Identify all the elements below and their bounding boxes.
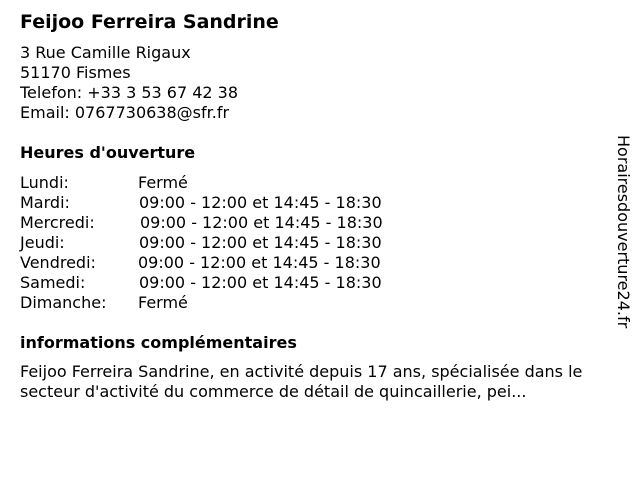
hours-value: 09:00 - 12:00 et 14:45 - 18:30 <box>139 193 382 212</box>
day-label: Vendredi: <box>20 253 96 272</box>
site-watermark: Horairesdouverture24.fr <box>614 135 633 329</box>
hours-row-wednesday <box>20 213 620 233</box>
address-city: 51170 Fismes <box>20 63 131 82</box>
address-street: 3 Rue Camille Rigaux <box>20 43 191 62</box>
day-label: Dimanche: <box>20 293 107 312</box>
business-card <box>20 10 620 402</box>
hours-row-friday <box>20 253 620 273</box>
email-text: Email: 0767730638@sfr.fr <box>20 103 230 122</box>
day-label: Mercredi: <box>20 213 95 232</box>
hours-value: 09:00 - 12:00 et 14:45 - 18:30 <box>139 273 382 292</box>
day-label: Samedi: <box>20 273 86 292</box>
hours-value: Fermé <box>138 293 188 312</box>
hours-row-saturday <box>20 273 620 293</box>
hours-value: 09:00 - 12:00 et 14:45 - 18:30 <box>140 213 383 232</box>
opening-hours-heading: Heures d'ouverture <box>20 143 196 162</box>
hours-value: 09:00 - 12:00 et 14:45 - 18:30 <box>138 253 381 272</box>
day-label: Mardi: <box>20 193 70 212</box>
hours-row-thursday <box>20 233 620 253</box>
opening-hours-table <box>20 173 620 313</box>
day-label: Jeudi: <box>20 233 65 252</box>
business-name: Feijoo Ferreira Sandrine <box>20 11 279 33</box>
hours-value: 09:00 - 12:00 et 14:45 - 18:30 <box>139 233 382 252</box>
hours-row-monday <box>20 173 620 193</box>
hours-row-tuesday <box>20 193 620 213</box>
day-label: Lundi: <box>20 173 69 192</box>
additional-info-heading: informations complémentaires <box>20 333 297 352</box>
phone-text: Telefon: +33 3 53 67 42 38 <box>20 83 239 102</box>
hours-value: Fermé <box>138 173 188 192</box>
hours-row-sunday <box>20 293 620 313</box>
additional-info-text: Feijoo Ferreira Sandrine, en activité depuis 17 ans, spécialisée dans le secteur d'activité du commerce de détail de quincaillerie, pei... <box>20 362 583 401</box>
contact-block <box>20 43 620 123</box>
